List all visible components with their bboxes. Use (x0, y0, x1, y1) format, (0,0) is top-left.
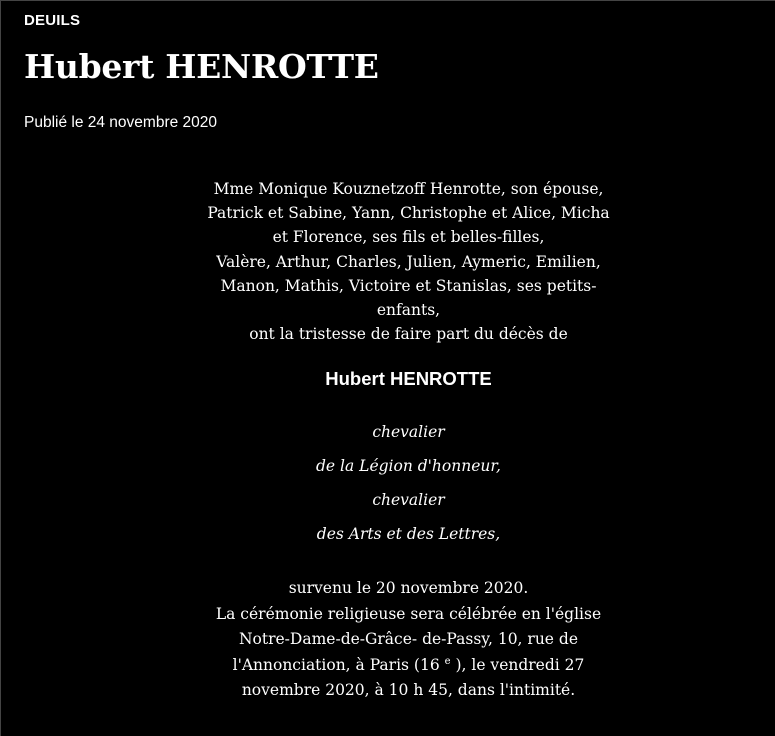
intro-line: Manon, Mathis, Victoire et Stanislas, ses petits- (220, 276, 597, 295)
closing-line: La cérémonie religieuse sera célébrée en l'église (215, 604, 602, 623)
ceremony-details (186, 576, 631, 704)
page-title: Hubert HENROTTE (24, 47, 379, 86)
intro-line: et Florence, ses fils et belles-filles, (272, 228, 545, 247)
closing-line-part: ), le vendredi 27 (450, 655, 585, 674)
intro-line: ont la tristesse de faire part du décès de (249, 325, 568, 344)
intro-line: Valère, Arthur, Charles, Julien, Aymeric, Emilien, (216, 252, 601, 271)
closing-line: survenu le 20 novembre 2020. (288, 579, 529, 597)
ordinal-superscript: e (444, 655, 451, 667)
deceased-name: Hubert HENROTTE (325, 368, 492, 389)
honor-line: chevalier (372, 491, 445, 509)
intro-line: Patrick et Sabine, Yann, Christophe et Alice, Micha (207, 204, 610, 223)
honor-line: des Arts et des Lettres, (316, 525, 501, 543)
intro-line: Mme Monique Kouznetzoff Henrotte, son épouse, (213, 180, 604, 198)
notice-intro (186, 177, 631, 346)
section-label[interactable]: DEUILS (24, 12, 81, 29)
closing-line (186, 653, 631, 679)
honors-list (186, 415, 631, 551)
intro-line: enfants, (376, 301, 441, 320)
closing-line-part: l'Annonciation, à Paris (16 (232, 655, 445, 674)
publish-date: Publié le 24 novembre 2020 (24, 114, 218, 131)
honor-line: de la Légion d'honneur, (316, 457, 501, 475)
closing-line: novembre 2020, à 10 h 45, dans l'intimité. (241, 681, 576, 699)
closing-line: Notre-Dame-de-Grâce- de-Passy, 10, rue de (238, 630, 579, 648)
honor-line: chevalier (372, 423, 445, 441)
